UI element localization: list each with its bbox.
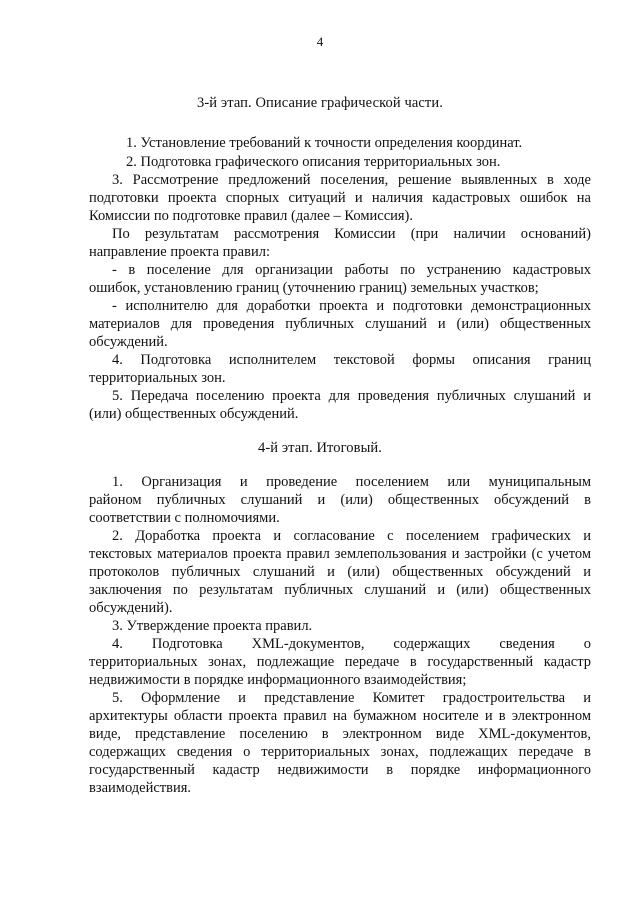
text-line: 4. Подготовка исполнителем текстовой формы описания границ bbox=[112, 352, 591, 368]
text-line: материалов для проведения публичных слушаний и (или) общественных bbox=[89, 316, 591, 332]
text-line: 5. Оформление и представление Комитет градостроительства и bbox=[112, 690, 591, 706]
text-line: 3. Рассмотрение предложений поселения, решение выявленных в ходе bbox=[112, 172, 591, 188]
text-line: 4. Подготовка XML-документов, содержащих сведения о bbox=[112, 636, 591, 652]
text-line: текстовых материалов проекта правил землепользования и застройки (с учетом bbox=[89, 546, 591, 562]
text-line: По результатам рассмотрения Комиссии (при наличии оснований) bbox=[112, 226, 591, 242]
text-line: (или) общественных обсуждений. bbox=[89, 406, 299, 422]
text-line: взаимодействия. bbox=[89, 780, 192, 796]
text-line: - в поселение для организации работы по устранению кадастровых bbox=[112, 262, 591, 278]
text-line: 1. Установление требований к точности определения координат. bbox=[126, 135, 523, 151]
stage3-heading: 3-й этап. Описание графической части. bbox=[197, 95, 443, 111]
text-line: обсуждений. bbox=[89, 334, 168, 350]
stage4-heading: 4-й этап. Итоговый. bbox=[257, 440, 383, 456]
text-line: обсуждений). bbox=[89, 600, 173, 616]
text-line: 5. Передача поселению проекта для проведения публичных слушаний и bbox=[112, 388, 591, 404]
text-line: 2. Доработка проекта и согласование с поселением графических и bbox=[112, 528, 591, 544]
text-line: 2. Подготовка графического описания территориальных зон. bbox=[126, 154, 501, 170]
text-line: содержащих сведения о территориальных зонах, подлежащих передаче в bbox=[89, 744, 591, 760]
text-line: Комиссии по подготовке правил (далее – Комиссия). bbox=[89, 208, 414, 224]
text-line: ошибок, установлению границ (уточнению границ) земельных участков; bbox=[89, 280, 539, 296]
text-line: территориальных зон. bbox=[89, 370, 226, 386]
text-line: - исполнителю для доработки проекта и подготовки демонстрационных bbox=[112, 298, 591, 314]
text-line: недвижимости в порядке информационного взаимодействия; bbox=[89, 672, 467, 688]
text-line: направление проекта правил: bbox=[89, 244, 270, 260]
text-line: заключения по результатам публичных слушаний и (или) общественных bbox=[89, 582, 591, 598]
text-line: 1. Организация и проведение поселением или муниципальным bbox=[112, 474, 591, 490]
text-line: подготовки проекта спорных ситуаций и наличия кадастровых ошибок на bbox=[89, 190, 591, 206]
text-line: соответствии с полномочиями. bbox=[89, 510, 280, 526]
text-line: виде, представление поселению в электронном виде XML-документов, bbox=[89, 726, 591, 742]
text-line: государственный кадастр недвижимости в порядке информационного bbox=[89, 762, 591, 778]
text-line: 3. Утверждение проекта правил. bbox=[112, 618, 313, 634]
text-line: территориальных зонах, подлежащие передаче в государственный кадастр bbox=[89, 654, 591, 670]
text-line: районом публичных слушаний и (или) общественных обсуждений в bbox=[89, 492, 591, 508]
page-number: 4 bbox=[316, 34, 324, 49]
text-line: архитектуры области проекта правил на бумажном носителе и в электронном bbox=[89, 708, 591, 724]
text-line: протоколов публичных слушаний и (или) общественных обсуждений и bbox=[89, 564, 591, 580]
